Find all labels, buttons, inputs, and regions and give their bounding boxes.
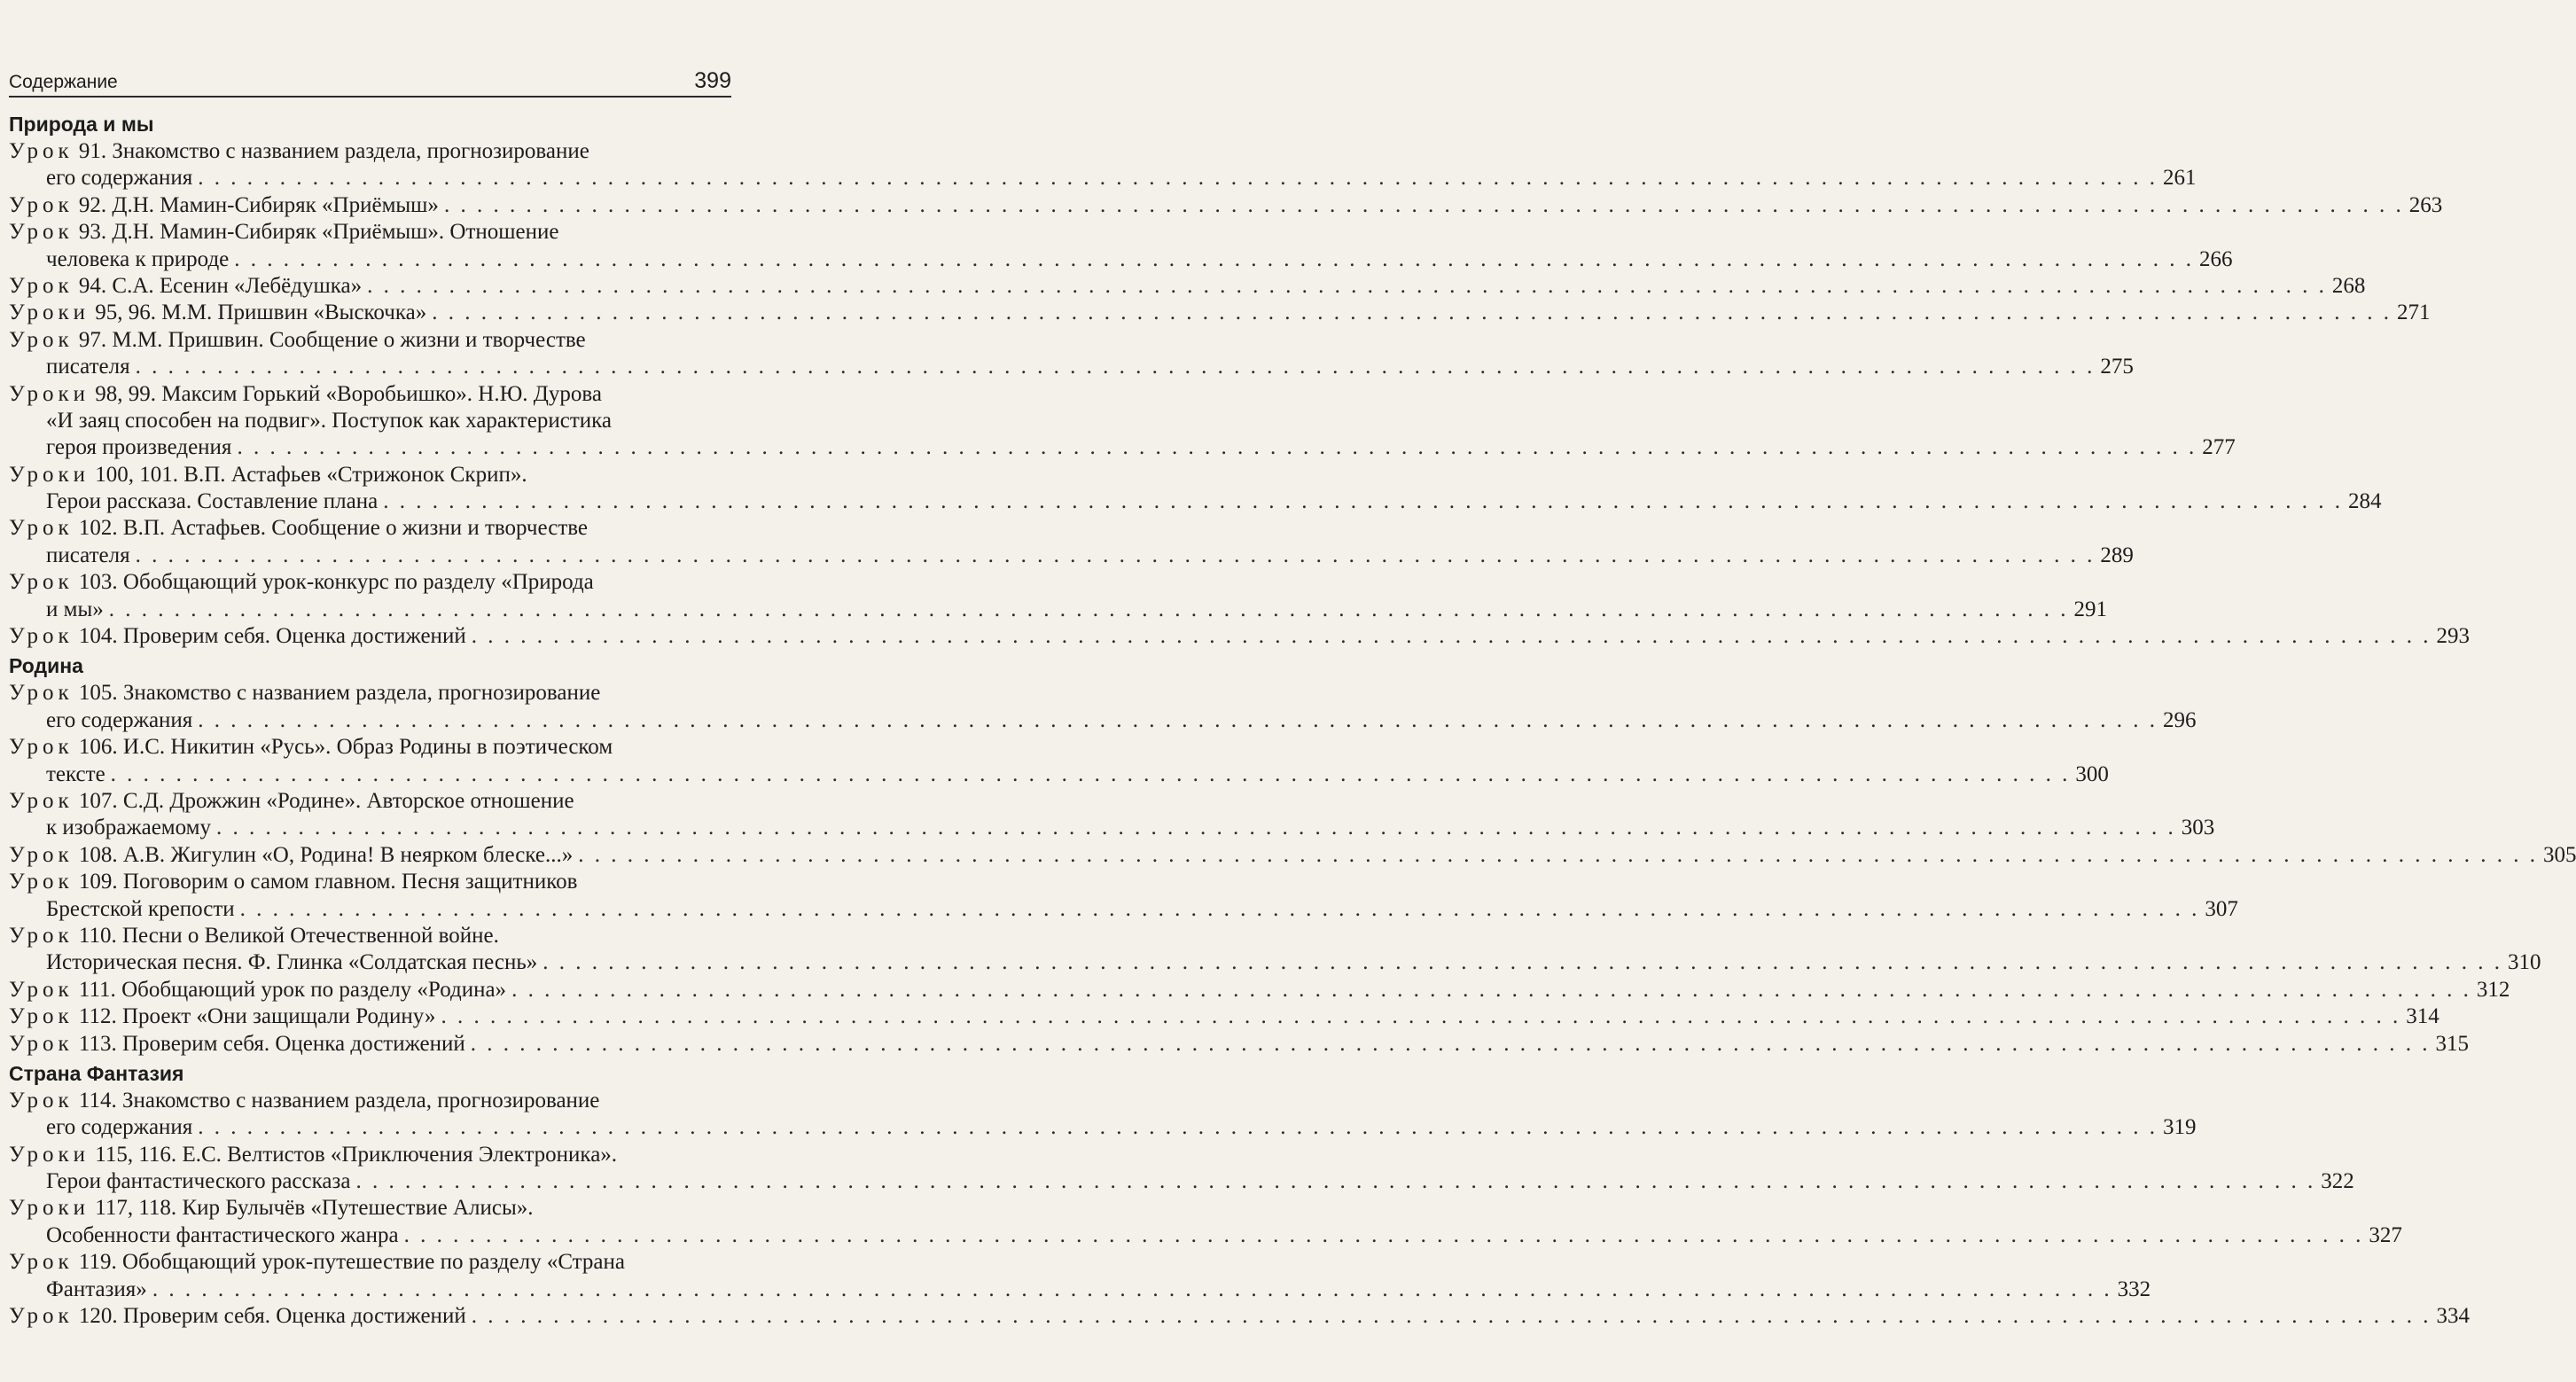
entry-text [9, 681, 600, 705]
lesson-number: 91. [78, 139, 107, 163]
lesson-label: Уроки [9, 1196, 90, 1221]
toc-entry-line [9, 842, 2576, 869]
lesson-number: 105. [78, 681, 118, 706]
lesson-title: Кир Булычёв «Путешествие Алисы». [182, 1196, 534, 1221]
toc-entry-line [9, 1114, 2197, 1141]
entry-page-number: 312 [2476, 977, 2510, 1002]
entry-text [46, 165, 198, 191]
dot-leader: . . . . . . . . . . . . . . . . . . . . . . . . . . . . . . . . . . . . . . . . . . . . . . . . . . . . . . . . . . . . . . . . . . . . . . . . . . . . . . . . . . . . . . . . . . . . . . . . . . . . . . . . . . . . . . . . . . . . . . . . [432, 301, 2392, 325]
lesson-title: В.П. Астафьев «Стрижонок Скрип». [183, 462, 527, 487]
lesson-title: Песни о Великой Отечественной войне. [121, 923, 499, 948]
dot-leader: . . . . . . . . . . . . . . . . . . . . . . . . . . . . . . . . . . . . . . . . . . . . . . . . . . . . . . . . . . . . . . . . . . . . . . . . . . . . . . . . . . . . . . . . . . . . . . . . . . . . . . . . . . . . . . . . . . . . . . . . [367, 273, 2327, 298]
lesson-number: 115, 116. [95, 1142, 177, 1167]
entry-page-number: 275 [2100, 355, 2134, 379]
dot-leader: . . . . . . . . . . . . . . . . . . . . . . . . . . . . . . . . . . . . . . . . . . . . . . . . . . . . . . . . . . . . . . . . . . . . . . . . . . . . . . . . . . . . . . . . . . . . . . . . . . . . . . . . . . . . . . . . . . . . . . . . [135, 543, 2096, 567]
lesson-number: 104. [78, 624, 118, 649]
lesson-title: его содержания [46, 707, 193, 732]
toc-entry-line [9, 1303, 2470, 1330]
lesson-label: Урок [9, 1004, 74, 1029]
lesson-label: Урок [9, 192, 74, 217]
toc-entry [9, 1003, 2439, 1030]
dot-leader: . . . . . . . . . . . . . . . . . . . . . . . . . . . . . . . . . . . . . . . . . . . . . . . . . . . . . . . . . . . . . . . . . . . . . . . . . . . . . . . . . . . . . . . . . . . . . . . . . . . . . . . . . . . . . . . . . . . . . . . . [135, 355, 2096, 379]
entry-text [9, 1250, 625, 1274]
dot-leader: . . . . . . . . . . . . . . . . . . . . . . . . . . . . . . . . . . . . . . . . . . . . . . . . . . . . . . . . . . . . . . . . . . . . . . . . . . . . . . . . . . . . . . . . . . . . . . . . . . . . . . . . . . . . . . . . . . . . . . . . [110, 761, 2071, 786]
lesson-title: Историческая песня. Ф. Глинка «Солдатская песнь» [46, 950, 538, 975]
toc-entry [9, 1088, 2197, 1142]
toc-entry-line [9, 1195, 731, 1222]
lesson-title: Д.Н. Мамин-Сибиряк «Приёмыш». Отношение [112, 220, 559, 245]
entry-page-number: 296 [2163, 707, 2197, 732]
toc-entry-line [9, 734, 731, 761]
toc-entry-line [9, 923, 731, 949]
toc-entry [9, 273, 2366, 300]
lesson-title: Д.Н. Мамин-Сибиряк «Приёмыш» [112, 192, 439, 217]
section-title: Страна Фантазия [9, 1061, 184, 1085]
entry-page-number: 271 [2396, 301, 2431, 325]
toc-entry [9, 569, 2107, 623]
entry-page-number: 300 [2075, 761, 2109, 786]
entry-text [46, 597, 109, 623]
lesson-title: Проверим себя. Оценка достижений [121, 1031, 465, 1056]
page-number: 399 [694, 68, 731, 93]
dot-leader: . . . . . . . . . . . . . . . . . . . . . . . . . . . . . . . . . . . . . . . . . . . . . . . . . . . . . . . . . . . . . . . . . . . . . . . . . . . . . . . . . . . . . . . . . . . . . . . . . . . . . . . . . . . . . . . . . . . . . . . . [470, 1031, 2431, 1056]
lesson-number: 117, 118. [95, 1196, 177, 1221]
dot-leader: . . . . . . . . . . . . . . . . . . . . . . . . . . . . . . . . . . . . . . . . . . . . . . . . . . . . . . . . . . . . . . . . . . . . . . . . . . . . . . . . . . . . . . . . . . . . . . . . . . . . . . . . . . . . . . . . . . . . . . . . [215, 816, 2176, 840]
lesson-title: Обобщающий урок-конкурс по разделу «Природа [122, 570, 594, 595]
entry-text [46, 1114, 198, 1141]
toc-entry [9, 327, 2134, 381]
toc-entry [9, 219, 2233, 273]
lesson-label: Урок [9, 842, 74, 867]
lesson-number: 111. [78, 977, 116, 1002]
lesson-title: А.В. Жигулин «О, Родина! В неярком блеске...» [122, 842, 574, 867]
lesson-title: И.С. Никитин «Русь». Образ Родины в поэтическом [122, 735, 613, 760]
lesson-title: С.А. Есенин «Лебёдушка» [112, 273, 363, 298]
entry-text [9, 1303, 472, 1330]
toc-entry [9, 923, 2541, 977]
lesson-title: С.Д. Дрожжин «Родине». Авторское отношение [122, 788, 574, 813]
entry-page-number: 277 [2202, 435, 2236, 460]
toc-entry [9, 842, 2576, 869]
lesson-label: Уроки [9, 1142, 90, 1167]
lesson-title: В.П. Астафьев. Сообщение о жизни и творчестве [122, 516, 589, 541]
entry-text [9, 924, 499, 948]
entry-page-number: 315 [2435, 1031, 2470, 1056]
lesson-title: Знакомство с названием раздела, прогнозирование [122, 681, 601, 706]
dot-leader: . . . . . . . . . . . . . . . . . . . . . . . . . . . . . . . . . . . . . . . . . . . . . . . . . . . . . . . . . . . . . . . . . . . . . . . . . . . . . . . . . . . . . . . . . . . . . . . . . . . . . . . . . . . . . . . . . . . . . . . . [511, 977, 2471, 1002]
lesson-label: Урок [9, 1250, 74, 1275]
toc-entry [9, 138, 2197, 192]
entry-text [9, 1196, 534, 1220]
entry-page-number: 332 [2117, 1277, 2151, 1301]
entry-page-number: 284 [2347, 489, 2382, 514]
lesson-label: Урок [9, 735, 74, 760]
toc-entry-line [9, 1031, 2470, 1058]
toc-entry-line [9, 1277, 2151, 1303]
entry-text [9, 977, 511, 1003]
toc-entry [9, 1303, 2470, 1330]
entry-text [9, 1031, 471, 1058]
lesson-title: Фантазия» [46, 1277, 147, 1301]
entry-page-number: 293 [2436, 624, 2470, 649]
toc-entry-line [9, 869, 731, 895]
lesson-title: и мы» [46, 597, 104, 621]
toc-entry [9, 1031, 2470, 1058]
lesson-label: Урок [9, 1304, 74, 1329]
toc-entry [9, 680, 2197, 734]
lesson-number: 106. [78, 735, 118, 760]
dot-leader: . . . . . . . . . . . . . . . . . . . . . . . . . . . . . . . . . . . . . . . . . . . . . . . . . . . . . . . . . . . . . . . . . . . . . . . . . . . . . . . . . . . . . . . . . . . . . . . . . . . . . . . . . . . . . . . . . . . . . . . . [441, 1004, 2401, 1029]
lesson-label: Уроки [9, 381, 90, 406]
entry-page-number: 268 [2331, 273, 2366, 298]
lesson-title: Знакомство с названием раздела, прогнозирование [121, 1088, 600, 1113]
toc-entry [9, 1195, 2402, 1249]
lesson-number: 110. [78, 923, 117, 948]
toc-entry-line [9, 354, 2134, 380]
toc-entry-line [9, 680, 731, 707]
toc-entry-line [9, 1088, 731, 1114]
entry-text [46, 409, 612, 433]
toc-entry-line [9, 165, 2197, 191]
lesson-number: 103. [78, 570, 118, 595]
toc-entry [9, 300, 2431, 326]
lesson-label: Урок [9, 139, 74, 163]
entry-text [46, 1222, 404, 1249]
lesson-title: Герои рассказа. Составление плана [46, 489, 379, 514]
entry-text [46, 246, 234, 273]
dot-leader: . . . . . . . . . . . . . . . . . . . . . . . . . . . . . . . . . . . . . . . . . . . . . . . . . . . . . . . . . . . . . . . . . . . . . . . . . . . . . . . . . . . . . . . . . . . . . . . . . . . . . . . . . . . . . . . . . . . . . . . . [578, 842, 2538, 867]
lesson-label: Урок [9, 1088, 74, 1113]
lesson-label: Урок [9, 681, 74, 706]
lesson-title: М.М. Пришвин. Сообщение о жизни и творчестве [112, 327, 586, 352]
running-head [9, 66, 731, 98]
toc-entry [9, 1249, 2151, 1303]
toc-entry-line [9, 543, 2134, 569]
dot-leader: . . . . . . . . . . . . . . . . . . . . . . . . . . . . . . . . . . . . . . . . . . . . . . . . . . . . . . . . . . . . . . . . . . . . . . . . . . . . . . . . . . . . . . . . . . . . . . . . . . . . . . . . . . . . . . . . . . . . . . . . [471, 624, 2432, 649]
entry-text [46, 761, 111, 788]
table-of-contents [9, 108, 2576, 1330]
lesson-label: Уроки [9, 462, 90, 487]
lesson-label: Урок [9, 570, 74, 595]
entry-text [9, 192, 444, 219]
toc-entry-line [9, 488, 2382, 515]
section-title: Природа и мы [9, 113, 154, 136]
lesson-number: 112. [78, 1004, 117, 1029]
toc-entry-line [9, 273, 2366, 300]
toc-entry-line [9, 1142, 731, 1168]
lesson-label: Урок [9, 1031, 74, 1056]
dot-leader: . . . . . . . . . . . . . . . . . . . . . . . . . . . . . . . . . . . . . . . . . . . . . . . . . . . . . . . . . . . . . . . . . . . . . . . . . . . . . . . . . . . . . . . . . . . . . . . . . . . . . . . . . . . . . . . . . . . . . . . . [152, 1277, 2112, 1301]
lesson-number: 98, 99. [95, 381, 157, 406]
lesson-number: 113. [78, 1031, 117, 1056]
dot-leader: . . . . . . . . . . . . . . . . . . . . . . . . . . . . . . . . . . . . . . . . . . . . . . . . . . . . . . . . . . . . . . . . . . . . . . . . . . . . . . . . . . . . . . . . . . . . . . . . . . . . . . . . . . . . . . . . . . . . . . . . [543, 950, 2503, 975]
toc-entry [9, 462, 2382, 516]
lesson-label: Урок [9, 624, 74, 649]
lesson-title: его содержания [46, 166, 193, 191]
entry-text [9, 623, 472, 650]
entry-page-number: 261 [2163, 166, 2197, 191]
toc-entry-line [9, 381, 731, 408]
lesson-number: 100, 101. [95, 462, 179, 487]
dot-leader: . . . . . . . . . . . . . . . . . . . . . . . . . . . . . . . . . . . . . . . . . . . . . . . . . . . . . . . . . . . . . . . . . . . . . . . . . . . . . . . . . . . . . . . . . . . . . . . . . . . . . . . . . . . . . . . . . . . . . . . . [198, 1115, 2158, 1140]
entry-page-number: 263 [2408, 192, 2443, 217]
entry-page-number: 310 [2508, 950, 2541, 975]
toc-entry-line [9, 815, 2215, 841]
dot-leader: . . . . . . . . . . . . . . . . . . . . . . . . . . . . . . . . . . . . . . . . . . . . . . . . . . . . . . . . . . . . . . . . . . . . . . . . . . . . . . . . . . . . . . . . . . . . . . . . . . . . . . . . . . . . . . . . . . . . . . . . [383, 489, 2343, 514]
toc-entry-line [9, 623, 2470, 650]
toc-entry-line [9, 219, 731, 246]
lesson-number: 120. [78, 1304, 118, 1329]
entry-text [46, 434, 237, 461]
toc-entry-line [9, 761, 2109, 788]
entry-page-number: 322 [2321, 1169, 2354, 1194]
lesson-label: Урок [9, 220, 74, 245]
toc-entry-line [9, 1222, 2402, 1249]
running-head-title: Содержание [9, 72, 118, 92]
toc-entry-line [9, 192, 2443, 219]
entry-text [9, 273, 367, 300]
lesson-title: Проверим себя. Оценка достижений [122, 624, 466, 649]
toc-entry [9, 381, 2236, 462]
toc-entry-line [9, 327, 731, 354]
entry-text [9, 842, 578, 869]
toc-entry-line [9, 1168, 2354, 1195]
entry-text [9, 1143, 617, 1167]
dot-leader: . . . . . . . . . . . . . . . . . . . . . . . . . . . . . . . . . . . . . . . . . . . . . . . . . . . . . . . . . . . . . . . . . . . . . . . . . . . . . . . . . . . . . . . . . . . . . . . . . . . . . . . . . . . . . . . . . . . . . . . . [471, 1304, 2432, 1329]
lesson-number: 95, 96. [95, 301, 157, 325]
entry-text [9, 463, 527, 487]
dot-leader: . . . . . . . . . . . . . . . . . . . . . . . . . . . . . . . . . . . . . . . . . . . . . . . . . . . . . . . . . . . . . . . . . . . . . . . . . . . . . . . . . . . . . . . . . . . . . . . . . . . . . . . . . . . . . . . . . . . . . . . . [355, 1169, 2316, 1194]
toc-entry-line [9, 515, 731, 542]
lesson-title: к изображаемому [46, 816, 211, 840]
entry-text [46, 896, 240, 923]
lesson-title: его содержания [46, 1115, 193, 1140]
entry-text [46, 543, 136, 569]
entry-text [9, 220, 559, 244]
entry-text [9, 789, 574, 813]
lesson-title: «И заяц способен на подвиг». Поступок как характеристика [46, 408, 613, 433]
toc-entry [9, 977, 2510, 1003]
lesson-number: 119. [78, 1250, 117, 1275]
lesson-title: Максим Горький «Воробьишко». Н.Ю. Дурова [161, 381, 602, 406]
toc-entry-line [9, 434, 2236, 461]
toc-entry-line [9, 300, 2431, 326]
entry-text [46, 707, 198, 734]
entry-text [9, 382, 602, 406]
lesson-label: Урок [9, 870, 74, 894]
lesson-number: 108. [78, 842, 118, 867]
lesson-title: героя произведения [46, 435, 232, 460]
entry-text [9, 570, 594, 594]
entry-text [46, 1168, 355, 1195]
lesson-label: Урок [9, 923, 74, 948]
lesson-title: Знакомство с названием раздела, прогнозирование [112, 139, 589, 163]
dot-leader: . . . . . . . . . . . . . . . . . . . . . . . . . . . . . . . . . . . . . . . . . . . . . . . . . . . . . . . . . . . . . . . . . . . . . . . . . . . . . . . . . . . . . . . . . . . . . . . . . . . . . . . . . . . . . . . . . . . . . . . . [237, 435, 2197, 460]
toc-entry-line [9, 707, 2197, 734]
toc-entry-line [9, 462, 731, 488]
toc-entry [9, 515, 2134, 569]
toc-entry [9, 623, 2470, 650]
toc-entry [9, 734, 2109, 788]
entry-text [46, 488, 383, 515]
entry-page-number: 266 [2199, 246, 2233, 271]
lesson-title: Брестской крепости [46, 896, 235, 921]
toc-entry-line [9, 138, 731, 165]
entry-page-number: 289 [2100, 543, 2134, 567]
dot-leader: . . . . . . . . . . . . . . . . . . . . . . . . . . . . . . . . . . . . . . . . . . . . . . . . . . . . . . . . . . . . . . . . . . . . . . . . . . . . . . . . . . . . . . . . . . . . . . . . . . . . . . . . . . . . . . . . . . . . . . . . [108, 597, 2069, 621]
lesson-title: Герои фантастического рассказа [46, 1169, 351, 1194]
entry-text [9, 516, 588, 540]
toc-entry [9, 192, 2443, 219]
entry-page-number: 314 [2406, 1004, 2439, 1029]
toc-entry-line [9, 408, 731, 434]
entry-text [9, 1089, 599, 1113]
toc-entry-line [9, 1003, 2439, 1030]
lesson-label: Уроки [9, 301, 90, 325]
entry-text [9, 735, 613, 759]
lesson-number: 97. [78, 327, 107, 352]
lesson-title: писателя [46, 543, 130, 567]
toc-entry-line [9, 597, 2107, 623]
entry-page-number: 319 [2163, 1115, 2197, 1140]
lesson-title: человека к природе [46, 246, 230, 271]
toc-entry-line [9, 788, 731, 815]
entry-text [46, 1277, 152, 1303]
lesson-title: тексте [46, 761, 105, 786]
lesson-number: 114. [78, 1088, 117, 1113]
lesson-title: писателя [46, 355, 130, 379]
lesson-title: Проект «Они защищали Родину» [121, 1004, 436, 1029]
dot-leader: . . . . . . . . . . . . . . . . . . . . . . . . . . . . . . . . . . . . . . . . . . . . . . . . . . . . . . . . . . . . . . . . . . . . . . . . . . . . . . . . . . . . . . . . . . . . . . . . . . . . . . . . . . . . . . . . . . . . . . . . [198, 166, 2158, 191]
entry-text [46, 949, 543, 976]
toc-entry-line [9, 896, 2238, 923]
lesson-label: Урок [9, 273, 74, 298]
entry-text [9, 300, 432, 326]
lesson-title: Поговорим о самом главном. Песня защитников [122, 870, 578, 894]
lesson-label: Урок [9, 788, 74, 813]
entry-page-number: 303 [2181, 816, 2215, 840]
toc-entry [9, 1142, 2354, 1196]
lesson-title: Обобщающий урок-путешествие по разделу «Страна [121, 1250, 625, 1275]
entry-text [46, 815, 216, 841]
lesson-label: Урок [9, 327, 74, 352]
entry-page-number: 334 [2436, 1304, 2470, 1329]
lesson-number: 92. [78, 192, 107, 217]
lesson-title: Е.С. Велтистов «Приключения Электроника». [182, 1142, 618, 1167]
toc-entry-line [9, 949, 2541, 976]
entry-page-number: 291 [2073, 597, 2107, 621]
dot-leader: . . . . . . . . . . . . . . . . . . . . . . . . . . . . . . . . . . . . . . . . . . . . . . . . . . . . . . . . . . . . . . . . . . . . . . . . . . . . . . . . . . . . . . . . . . . . . . . . . . . . . . . . . . . . . . . . . . . . . . . . [198, 707, 2158, 732]
entry-text [9, 139, 589, 163]
section-title: Родина [9, 654, 83, 678]
entry-page-number: 305 [2542, 842, 2576, 867]
lesson-title: Проверим себя. Оценка достижений [122, 1304, 466, 1329]
lesson-label: Урок [9, 977, 74, 1002]
lesson-title: Особенности фантастического жанра [46, 1222, 399, 1247]
lesson-number: 94. [78, 273, 107, 298]
dot-leader: . . . . . . . . . . . . . . . . . . . . . . . . . . . . . . . . . . . . . . . . . . . . . . . . . . . . . . . . . . . . . . . . . . . . . . . . . . . . . . . . . . . . . . . . . . . . . . . . . . . . . . . . . . . . . . . . . . . . . . . . [443, 192, 2404, 217]
toc-entry-line [9, 569, 731, 596]
dot-leader: . . . . . . . . . . . . . . . . . . . . . . . . . . . . . . . . . . . . . . . . . . . . . . . . . . . . . . . . . . . . . . . . . . . . . . . . . . . . . . . . . . . . . . . . . . . . . . . . . . . . . . . . . . . . . . . . . . . . . . . . [239, 896, 2200, 921]
toc-entry [9, 869, 2238, 923]
dot-leader: . . . . . . . . . . . . . . . . . . . . . . . . . . . . . . . . . . . . . . . . . . . . . . . . . . . . . . . . . . . . . . . . . . . . . . . . . . . . . . . . . . . . . . . . . . . . . . . . . . . . . . . . . . . . . . . . . . . . . . . . [234, 246, 2195, 271]
lesson-number: 102. [78, 516, 118, 541]
toc-entry-line [9, 977, 2510, 1003]
entry-text [9, 328, 586, 352]
lesson-title: Обобщающий урок по разделу «Родина» [121, 977, 507, 1002]
lesson-label: Урок [9, 516, 74, 541]
lesson-number: 93. [78, 220, 107, 245]
dot-leader: . . . . . . . . . . . . . . . . . . . . . . . . . . . . . . . . . . . . . . . . . . . . . . . . . . . . . . . . . . . . . . . . . . . . . . . . . . . . . . . . . . . . . . . . . . . . . . . . . . . . . . . . . . . . . . . . . . . . . . . . [403, 1222, 2364, 1247]
toc-entry-line [9, 1249, 731, 1276]
entry-text [9, 1003, 441, 1030]
lesson-number: 107. [78, 788, 118, 813]
entry-text [9, 870, 577, 894]
toc-entry [9, 788, 2215, 842]
entry-page-number: 307 [2205, 896, 2238, 921]
entry-page-number: 327 [2369, 1222, 2402, 1247]
entry-text [46, 354, 136, 380]
toc-entry-line [9, 246, 2233, 273]
lesson-number: 109. [78, 870, 118, 894]
lesson-title: М.М. Пришвин «Выскочка» [161, 301, 427, 325]
